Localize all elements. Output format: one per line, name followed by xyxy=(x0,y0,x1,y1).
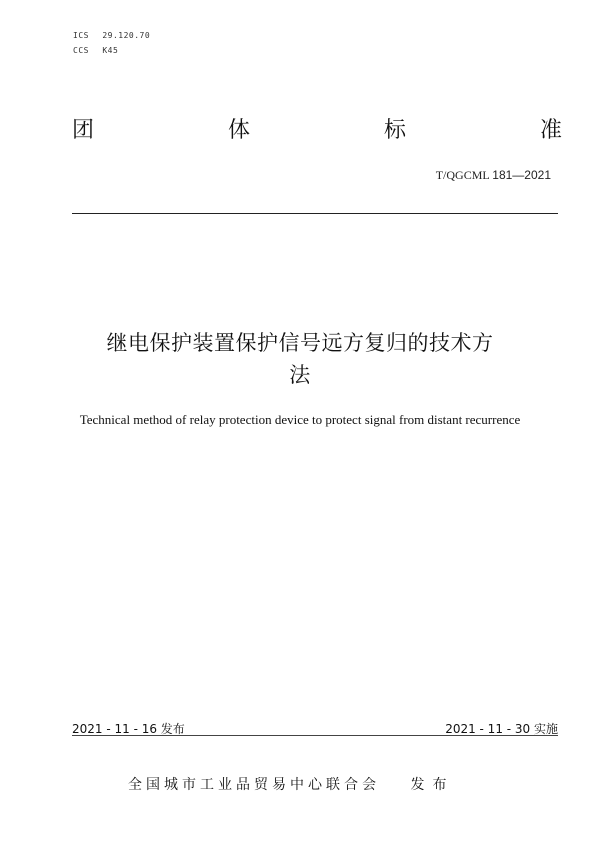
release-date: 2021 - 11 - 16 发布 xyxy=(72,722,185,736)
standard-type-heading xyxy=(72,116,562,146)
implementation-date: 2021 - 11 - 30 实施 xyxy=(445,722,558,736)
standard-type-char: 体 xyxy=(227,118,250,143)
ics-label: ICS xyxy=(73,31,89,40)
standard-type-char: 准 xyxy=(539,118,562,143)
ics-value: 29.120.70 xyxy=(102,31,151,40)
issuer-action: 发布 xyxy=(410,777,455,793)
title-line-2: 法 xyxy=(289,363,311,387)
ccs-classification xyxy=(73,46,118,55)
standard-code-prefix: T/QGCML xyxy=(435,168,490,182)
ccs-label: CCS xyxy=(73,46,89,55)
issuer-line xyxy=(128,774,454,794)
standard-code xyxy=(436,168,551,183)
ics-classification xyxy=(73,31,150,40)
standard-code-number: 181—2021 xyxy=(492,168,551,182)
header-divider xyxy=(72,213,558,214)
title-line-1: 继电保护装置保护信号远方复归的技术方 xyxy=(106,331,494,355)
issuer-organization: 全国城市工业品贸易中心联合会 xyxy=(128,777,380,793)
document-title-chinese xyxy=(55,327,545,391)
standard-type-char: 团 xyxy=(72,118,95,143)
ccs-value: K45 xyxy=(102,46,119,55)
standard-type-char: 标 xyxy=(383,118,406,143)
footer-divider xyxy=(72,735,558,736)
document-title-english: Technical method of relay protection device to protect signal from distant recurrence xyxy=(79,412,521,427)
